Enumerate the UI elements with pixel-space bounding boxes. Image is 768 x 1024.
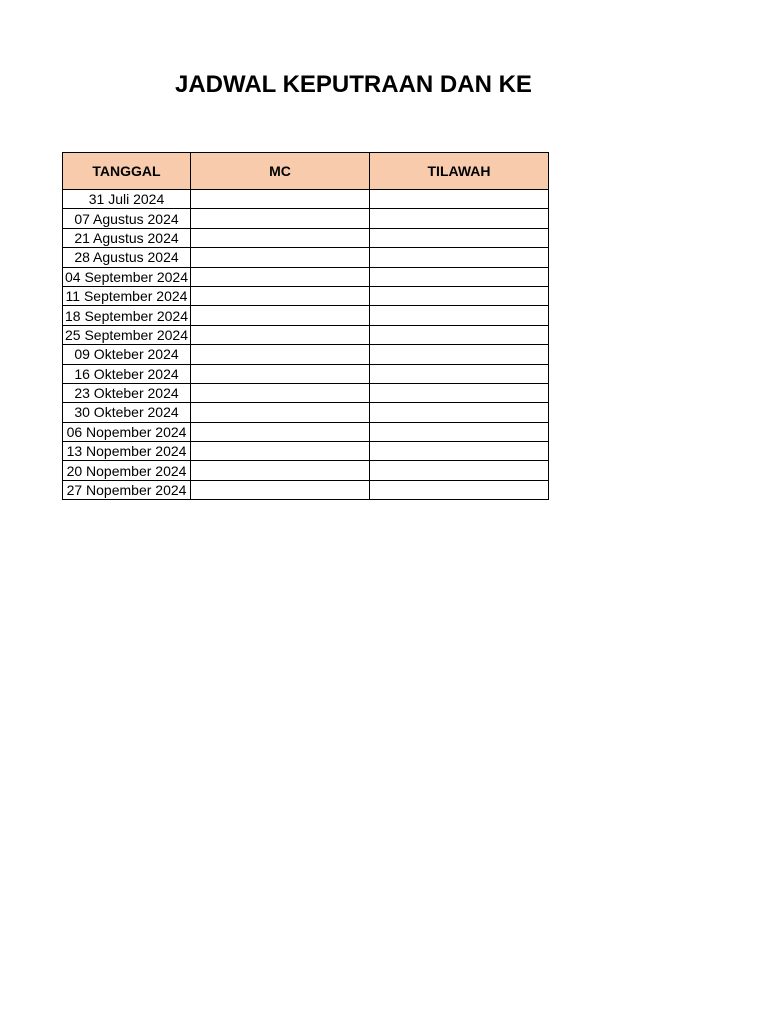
table-row xyxy=(63,442,549,461)
cell-tilawah xyxy=(370,364,549,383)
cell-mc xyxy=(191,422,370,441)
header-mc: MC xyxy=(191,153,370,190)
cell-date: 06 Nopember 2024 xyxy=(63,422,191,441)
cell-tilawah xyxy=(370,403,549,422)
table-row xyxy=(63,190,549,209)
cell-date: 11 September 2024 xyxy=(63,286,191,305)
cell-mc xyxy=(191,228,370,247)
cell-mc xyxy=(191,190,370,209)
cell-tilawah xyxy=(370,228,549,247)
cell-mc xyxy=(191,209,370,228)
table-row xyxy=(63,345,549,364)
cell-date: 13 Nopember 2024 xyxy=(63,442,191,461)
cell-date: 23 Okteber 2024 xyxy=(63,383,191,402)
table-row xyxy=(63,364,549,383)
cell-mc xyxy=(191,267,370,286)
table-row xyxy=(63,422,549,441)
schedule-table-head xyxy=(63,153,549,190)
cell-date: 16 Okteber 2024 xyxy=(63,364,191,383)
cell-mc xyxy=(191,480,370,499)
cell-tilawah xyxy=(370,422,549,441)
schedule-table-body xyxy=(63,190,549,500)
cell-mc xyxy=(191,306,370,325)
table-row xyxy=(63,403,549,422)
cell-tilawah xyxy=(370,383,549,402)
cell-date: 21 Agustus 2024 xyxy=(63,228,191,247)
cell-mc xyxy=(191,442,370,461)
table-row xyxy=(63,325,549,344)
cell-date: 04 September 2024 xyxy=(63,267,191,286)
cell-date: 20 Nopember 2024 xyxy=(63,461,191,480)
cell-date: 18 September 2024 xyxy=(63,306,191,325)
cell-mc xyxy=(191,345,370,364)
cell-mc xyxy=(191,248,370,267)
table-row xyxy=(63,267,549,286)
cell-mc xyxy=(191,286,370,305)
cell-tilawah xyxy=(370,480,549,499)
table-row xyxy=(63,480,549,499)
cell-tilawah xyxy=(370,267,549,286)
schedule-table xyxy=(62,152,549,500)
cell-date: 27 Nopember 2024 xyxy=(63,480,191,499)
table-row xyxy=(63,286,549,305)
cell-tilawah xyxy=(370,286,549,305)
cell-date: 09 Okteber 2024 xyxy=(63,345,191,364)
cell-mc xyxy=(191,325,370,344)
cell-date: 28 Agustus 2024 xyxy=(63,248,191,267)
table-row xyxy=(63,209,549,228)
table-row xyxy=(63,383,549,402)
cell-date: 25 September 2024 xyxy=(63,325,191,344)
table-row xyxy=(63,461,549,480)
cell-mc xyxy=(191,403,370,422)
cell-tilawah xyxy=(370,306,549,325)
cell-date: 31 Juli 2024 xyxy=(63,190,191,209)
header-tanggal: TANGGAL xyxy=(63,153,191,190)
cell-mc xyxy=(191,364,370,383)
cell-tilawah xyxy=(370,442,549,461)
cell-tilawah xyxy=(370,190,549,209)
cell-tilawah xyxy=(370,209,549,228)
table-row xyxy=(63,228,549,247)
cell-mc xyxy=(191,383,370,402)
table-row xyxy=(63,248,549,267)
table-row xyxy=(63,306,549,325)
cell-tilawah xyxy=(370,461,549,480)
header-tilawah: TILAWAH xyxy=(370,153,549,190)
header-row xyxy=(63,153,549,190)
cell-tilawah xyxy=(370,248,549,267)
document-title: JADWAL KEPUTRAAN DAN KE xyxy=(175,71,532,98)
cell-tilawah xyxy=(370,325,549,344)
cell-date: 30 Okteber 2024 xyxy=(63,403,191,422)
cell-date: 07 Agustus 2024 xyxy=(63,209,191,228)
cell-tilawah xyxy=(370,345,549,364)
cell-mc xyxy=(191,461,370,480)
